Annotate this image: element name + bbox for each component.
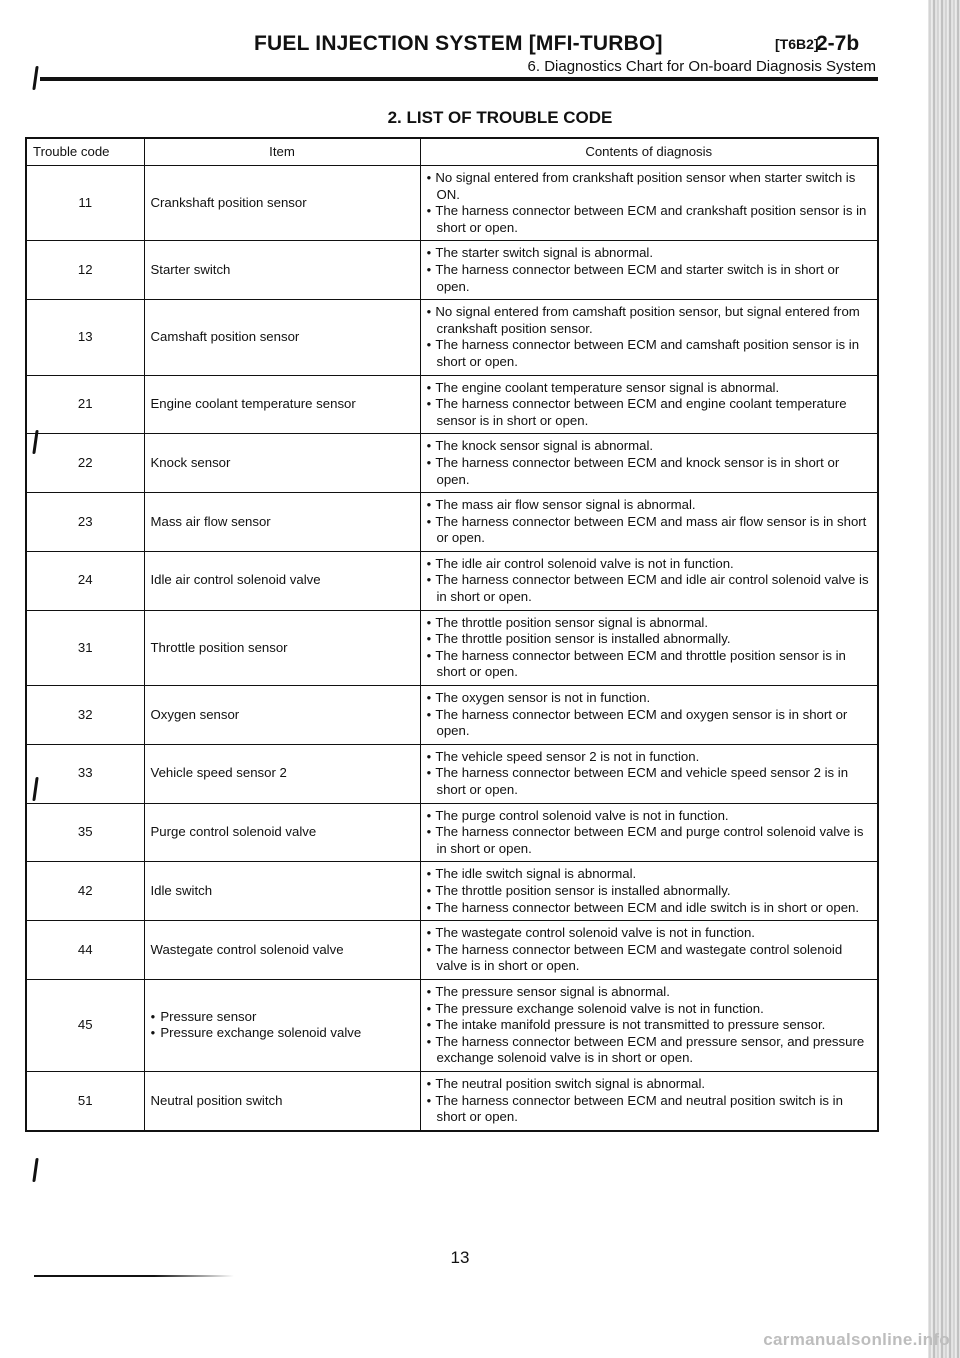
trouble-code-cell: 12 xyxy=(26,241,144,300)
diagnosis-bullet: ● The neutral position switch signal is abnormal. xyxy=(427,1076,872,1093)
table-row xyxy=(26,803,878,862)
item-name: ● Pressure exchange solenoid valve xyxy=(151,1025,420,1042)
item-cell xyxy=(144,979,420,1071)
trouble-code-cell: 32 xyxy=(26,686,144,745)
item-name: Crankshaft position sensor xyxy=(150,194,307,210)
item-cell xyxy=(144,493,420,552)
watermark: carmanualsonline.info xyxy=(763,1330,950,1349)
diagnosis-bullet: ● The mass air flow sensor signal is abnormal. xyxy=(427,497,872,514)
contents-cell xyxy=(420,300,878,375)
trouble-code-cell: 13 xyxy=(26,300,144,375)
item-name: Camshaft position sensor xyxy=(150,329,300,345)
trouble-code-cell: 11 xyxy=(26,166,144,241)
contents-cell xyxy=(420,551,878,610)
item-name: Starter switch xyxy=(150,261,231,277)
item-cell xyxy=(144,744,420,803)
item-name: ● Pressure sensor xyxy=(151,1009,420,1026)
binding-mark xyxy=(32,1158,38,1182)
trouble-code-cell: 51 xyxy=(26,1071,144,1130)
item-cell xyxy=(144,241,420,300)
diagnosis-bullet: ● The starter switch signal is abnormal. xyxy=(427,245,872,262)
diagnosis-bullet: ● The harness connector between ECM and camshaft position sensor is in short or open. xyxy=(427,337,872,370)
scan-edge-artifact xyxy=(928,0,960,1358)
table-row xyxy=(26,1071,878,1130)
contents-cell xyxy=(420,493,878,552)
diagnosis-bullet: ● The harness connector between ECM and idle switch is in short or open. xyxy=(427,900,872,917)
item-name: Idle switch xyxy=(150,882,213,898)
diagnosis-bullet: ● No signal entered from crankshaft position sensor when starter switch is ON. xyxy=(427,170,872,203)
item-name: Idle air control solenoid valve xyxy=(150,572,321,588)
diagnosis-bullet: ● The pressure sensor signal is abnormal. xyxy=(427,984,872,1001)
table-row xyxy=(26,166,878,241)
contents-cell xyxy=(420,862,878,921)
diagnosis-bullet: ● The harness connector between ECM and wastegate control solenoid valve is in short or open. xyxy=(427,942,872,975)
contents-cell xyxy=(420,803,878,862)
diagnosis-bullet: ● The intake manifold pressure is not transmitted to pressure sensor. xyxy=(427,1017,872,1034)
trouble-code-cell: 45 xyxy=(26,979,144,1071)
table-row xyxy=(26,300,878,375)
contents-cell xyxy=(420,686,878,745)
header-title: FUEL INJECTION SYSTEM [MFI-TURBO] xyxy=(254,32,663,55)
item-name: Wastegate control solenoid valve xyxy=(150,941,344,957)
diagnosis-bullet: ● The throttle position sensor is installed abnormally. xyxy=(427,883,872,900)
contents-cell xyxy=(420,979,878,1071)
table-row xyxy=(26,434,878,493)
item-cell xyxy=(144,434,420,493)
item-name: Purge control solenoid valve xyxy=(150,824,317,840)
page-number: 13 xyxy=(450,1248,470,1267)
contents-cell xyxy=(420,375,878,434)
item-name: Vehicle speed sensor 2 xyxy=(150,765,287,781)
item-cell xyxy=(144,300,420,375)
header-section-code: [T6B2] xyxy=(775,36,819,52)
table-body xyxy=(26,166,878,1131)
table-header-row xyxy=(26,138,878,166)
diagnosis-bullet: ● The harness connector between ECM and vehicle speed sensor 2 is in short or open. xyxy=(427,765,872,798)
diagnosis-bullet: ● The vehicle speed sensor 2 is not in function. xyxy=(427,749,872,766)
table-row xyxy=(26,610,878,685)
header-subtitle: 6. Diagnostics Chart for On-board Diagnosis System xyxy=(527,58,876,75)
table-row xyxy=(26,551,878,610)
diagnosis-bullet: ● The harness connector between ECM and knock sensor is in short or open. xyxy=(427,455,872,488)
diagnosis-bullet: ● The harness connector between ECM and purge control solenoid valve is in short or open. xyxy=(427,824,872,857)
contents-cell xyxy=(420,744,878,803)
header-page-ref: 2-7b xyxy=(816,32,860,55)
contents-cell xyxy=(420,1071,878,1130)
diagnosis-bullet: ● The harness connector between ECM and crankshaft position sensor is in short or open. xyxy=(427,203,872,236)
contents-cell xyxy=(420,166,878,241)
item-cell xyxy=(144,686,420,745)
trouble-code-cell: 35 xyxy=(26,803,144,862)
header-rule xyxy=(40,77,878,81)
trouble-code-table xyxy=(25,137,879,1132)
diagnosis-bullet: ● The throttle position sensor signal is abnormal. xyxy=(427,615,872,632)
contents-cell xyxy=(420,241,878,300)
diagnosis-bullet: ● The purge control solenoid valve is not in function. xyxy=(427,808,872,825)
item-name: Neutral position switch xyxy=(150,1092,283,1108)
item-name: Throttle position sensor xyxy=(150,639,288,655)
table-row xyxy=(26,744,878,803)
diagnosis-bullet: ● The knock sensor signal is abnormal. xyxy=(427,438,872,455)
diagnosis-bullet: ● The idle switch signal is abnormal. xyxy=(427,866,872,883)
table-row xyxy=(26,862,878,921)
diagnosis-bullet: ● The pressure exchange solenoid valve is not in function. xyxy=(427,1001,872,1018)
diagnosis-bullet: ● The idle air control solenoid valve is not in function. xyxy=(427,556,872,573)
table-row xyxy=(26,241,878,300)
diagnosis-bullet: ● The harness connector between ECM and mass air flow sensor is in short or open. xyxy=(427,514,872,547)
diagnosis-bullet: ● The oxygen sensor is not in function. xyxy=(427,690,872,707)
section-title: 2. LIST OF TROUBLE CODE xyxy=(387,108,613,127)
column-header-contents: Contents of diagnosis xyxy=(420,138,878,166)
item-cell xyxy=(144,803,420,862)
diagnosis-bullet: ● The harness connector between ECM and oxygen sensor is in short or open. xyxy=(427,707,872,740)
item-cell xyxy=(144,921,420,980)
diagnosis-bullet: ● The engine coolant temperature sensor signal is abnormal. xyxy=(427,380,872,397)
table-row xyxy=(26,375,878,434)
trouble-code-cell: 33 xyxy=(26,744,144,803)
diagnosis-bullet: ● No signal entered from camshaft position sensor, but signal entered from crankshaft position sensor. xyxy=(427,304,872,337)
trouble-code-cell: 31 xyxy=(26,610,144,685)
diagnosis-bullet: ● The wastegate control solenoid valve is not in function. xyxy=(427,925,872,942)
trouble-code-cell: 24 xyxy=(26,551,144,610)
item-name: Engine coolant temperature sensor xyxy=(150,396,356,412)
trouble-code-cell: 23 xyxy=(26,493,144,552)
trouble-code-cell: 22 xyxy=(26,434,144,493)
item-cell xyxy=(144,610,420,685)
column-header-item: Item xyxy=(144,138,420,166)
bottom-rule xyxy=(34,1275,234,1277)
item-cell xyxy=(144,551,420,610)
item-cell xyxy=(144,1071,420,1130)
contents-cell xyxy=(420,610,878,685)
trouble-code-cell: 42 xyxy=(26,862,144,921)
contents-cell xyxy=(420,921,878,980)
binding-mark xyxy=(32,66,38,90)
contents-cell xyxy=(420,434,878,493)
table-row xyxy=(26,686,878,745)
diagnosis-bullet: ● The harness connector between ECM and pressure sensor, and pressure exchange solenoid valve is in short or open. xyxy=(427,1034,872,1067)
item-cell xyxy=(144,375,420,434)
diagnosis-bullet: ● The harness connector between ECM and starter switch is in short or open. xyxy=(427,262,872,295)
trouble-code-cell: 44 xyxy=(26,921,144,980)
table-row xyxy=(26,493,878,552)
item-cell xyxy=(144,862,420,921)
table-row xyxy=(26,979,878,1071)
item-name: Mass air flow sensor xyxy=(150,513,271,529)
diagnosis-bullet: ● The harness connector between ECM and engine coolant temperature sensor is in short or open. xyxy=(427,396,872,429)
diagnosis-bullet: ● The harness connector between ECM and neutral position switch is in short or open. xyxy=(427,1093,872,1126)
trouble-code-cell: 21 xyxy=(26,375,144,434)
column-header-trouble-code: Trouble code xyxy=(26,138,144,166)
diagnosis-bullet: ● The harness connector between ECM and throttle position sensor is in short or open. xyxy=(427,648,872,681)
diagnosis-bullet: ● The harness connector between ECM and idle air control solenoid valve is in short or open. xyxy=(427,572,872,605)
item-name: Knock sensor xyxy=(150,454,231,470)
item-cell xyxy=(144,166,420,241)
diagnosis-bullet: ● The throttle position sensor is installed abnormally. xyxy=(427,631,872,648)
item-name: Oxygen sensor xyxy=(150,706,240,722)
table-row xyxy=(26,921,878,980)
